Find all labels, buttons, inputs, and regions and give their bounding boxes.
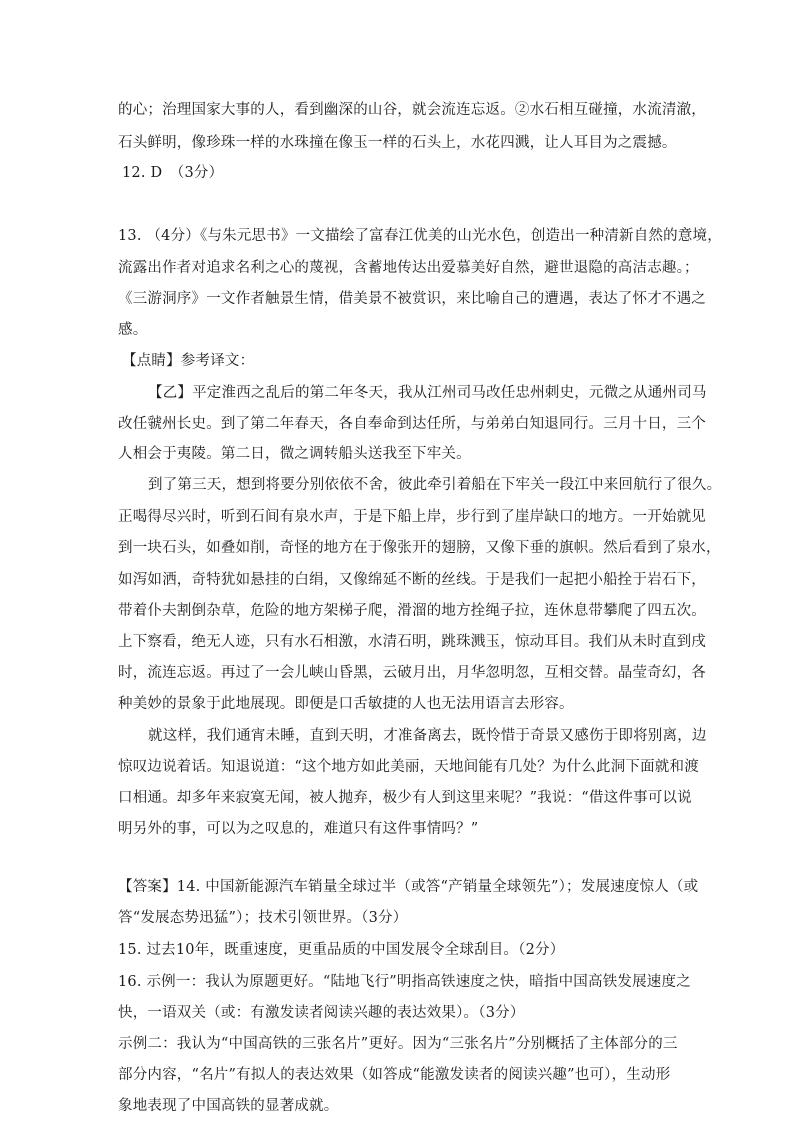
answer-12: 12. D （3分） (122, 165, 224, 181)
text-line: 流露出作者对追求名利之心的蔑视，含蓄地传达出爱慕美好自然，避世退隐的高洁志趣。； (118, 260, 699, 276)
text-line: 答“发展态势迅猛”）；技术引领世界。（3分） (118, 910, 408, 926)
text-line: 口相通。却多年来寂寞无闻，被人抛弃，极少有人到这里来呢？”我说：“借这件事可以说 (118, 790, 692, 806)
text-line: 正喝得尽兴时，听到石间有泉水声，于是下船上岸，步行到了崖岸缺口的地方。一开始就见 (118, 509, 706, 525)
text-line: 石头鲜明，像珍珠一样的水珠撞在像玉一样的石头上，水花四溅，让人耳目为之震撼。 (118, 135, 677, 151)
text-line: 时，流连忘返。再过了一会儿峡山昏黑，云破月出，月华忽明忽，互相交替。晶莹奇幻，各 (118, 665, 706, 681)
text-line: 到一块石头，如叠如削，奇怪的地方在于像张开的翅膀，又像下垂的旗帜。然后看到了泉水， (118, 540, 721, 556)
text-line: 的心；治理国家大事的人，看到幽深的山谷，就会流连忘返。②水石相互碰撞，水流清澈， (118, 102, 706, 118)
text-line: 象地表现了中国高铁的显著成就。 (118, 1098, 339, 1114)
text-line: 部分内容，“名片”有拟人的表达效果（如答成“能激发读者的阅读兴趣”也可），生动形 (118, 1067, 671, 1083)
text-line: 如泻如洒，奇特犹如悬挂的白绢，又像绵延不断的丝线。于是我们一起把小船拴于岩石下， (118, 572, 706, 588)
text-line: 感。 (118, 322, 148, 338)
text-line: 带着仆夫割倒杂草，危险的地方架梯子爬，滑溜的地方拴绳子拉，连休息带攀爬了四五次。 (118, 603, 706, 619)
text-line: 种美妙的景象于此地展现。即便是口舌敏捷的人也无法用语言去形容。 (118, 696, 574, 712)
text-line: 明另外的事，可以为之叹息的，难道只有这件事情吗？” (118, 821, 479, 837)
translation-paragraph: 到了第三天，想到将要分别依依不舍，彼此牵引着船在下牢关一段江中来回航行了很久。 (148, 477, 722, 493)
answer-14: 【答案】14. 中国新能源汽车销量全球过半（或答“产销量全球领先”）；发展速度惊人（或 (118, 879, 699, 895)
text-line: 改任虢州长史。到了第二年春天，各自奉命到达任所，与弟弟白知退同行。三月十日，三个 (118, 416, 706, 432)
text-line: 惊叹边说着话。知退说道：“这个地方如此美丽，天地间能有几处？为什么此洞下面就和渡 (118, 759, 699, 775)
text-line: 上下察看，绝无人迹，只有水石相激，水清石明，跳珠溅玉，惊动耳目。我们从未时直到戌 (118, 634, 706, 650)
answer-13: 13. （4分）《与朱元思书》一文描绘了富春江优美的山光水色，创造出一种清新自然的意境， (118, 228, 722, 244)
text-line: 《三游洞序》一文作者触景生情，借美景不被赏识，来比喻自己的遭遇，表达了怀才不遇之 (118, 291, 706, 307)
example-two: 示例二：我认为“中国高铁的三张名片”更好。因为“三张名片”分别概括了主体部分的三 (118, 1036, 678, 1052)
answer-15: 15. 过去10年，既重速度，更重品质的中国发展令全球刮目。（2分） (118, 942, 565, 958)
answer-16: 16. 示例一：我认为原题更好。“陆地飞行”明指高铁速度之快，暗指中国高铁发展速度之 (118, 974, 691, 990)
translation-paragraph: 就这样，我们通宵未睡，直到天明，才准备离去，既怜惜于奇景又感伤于即将别离，边 (148, 728, 707, 744)
text-line: 人相会于夷陵。第二日，微之调转船头送我至下牢关。 (118, 446, 471, 462)
text-line: 快，一语双关（或：有激发读者阅读兴趣的表达效果）。（3分） (118, 1005, 525, 1021)
translation-paragraph: 【乙】平定淮西之乱后的第二年冬天，我从江州司马改任忠州刺史，元微之从通州司马 (148, 385, 707, 401)
section-heading: 【点睛】参考译文： (122, 353, 255, 369)
